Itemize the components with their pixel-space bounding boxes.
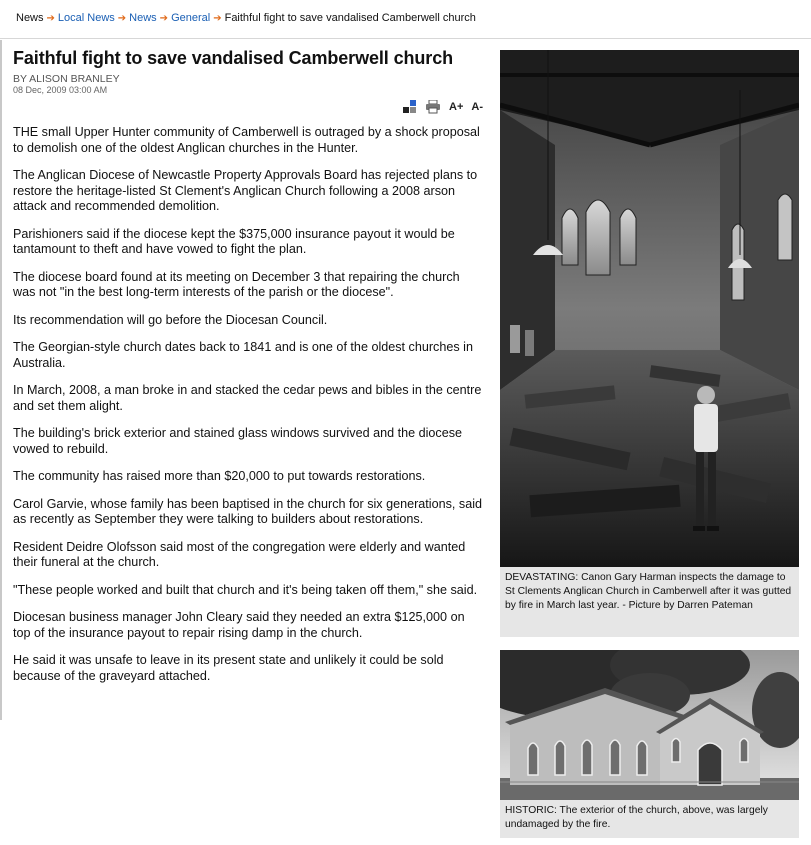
breadcrumb-current: Faithful fight to save vandalised Camberwell church (224, 12, 476, 24)
article-byline: BY ALISON BRANLEY (13, 73, 120, 85)
photo-caption-interior: DEVASTATING: Canon Gary Harman inspects the damage to St Clements Anglican Church in Camberwell after it was gutted by fire in March last year. - Picture by Darren Pateman (505, 572, 792, 611)
photo-exterior (500, 650, 799, 838)
article-paragraph: Resident Deidre Olofsson said most of the congregation were elderly and wanted their funeral at the church. (13, 539, 466, 569)
article-paragraph: In March, 2008, a man broke in and stacked the cedar pews and bibles in the centre and set them alight. (13, 383, 482, 413)
article-paragraph: The building's brick exterior and stained glass windows survived and the diocese vowed to rebuild. (13, 426, 463, 456)
article (13, 48, 483, 683)
article-paragraph: The diocese board found at its meeting on December 3 that repairing the church was not "in the best long-term interests of the parish or the diocese". (13, 269, 460, 299)
breadcrumb-general[interactable]: General (171, 12, 211, 24)
article-paragraph: The Georgian-style church dates back to 1841 and is one of the oldest churches in Australia. (13, 340, 473, 370)
article-paragraph: Carol Garvie, whose family has been baptised in the church for six generations, said as recently as September they were talking to builders about restorations. (13, 496, 483, 526)
share-icon[interactable] (403, 100, 417, 114)
article-paragraph: He said it was unsafe to leave in its present state and unlikely it could be sold because of the graveyard attached. (13, 653, 444, 683)
article-body (13, 125, 483, 696)
article-paragraph: The community has raised more than $20,000 to put towards restorations. (13, 469, 426, 483)
exterior-photo-image (500, 650, 799, 800)
breadcrumb-separator-icon: ➔ (117, 13, 127, 24)
photo-interior (500, 50, 799, 637)
font-decrease-button[interactable]: A- (471, 101, 483, 113)
breadcrumb (16, 12, 476, 24)
print-icon[interactable] (425, 100, 441, 114)
breadcrumb-separator-icon: ➔ (213, 13, 222, 24)
breadcrumb-news-2[interactable]: News (129, 12, 157, 24)
breadcrumb-local-news[interactable]: Local News (57, 12, 115, 24)
left-border (0, 40, 2, 720)
article-paragraph: "These people worked and built that church and it's being taken off them," she said. (13, 582, 478, 597)
breadcrumb-news[interactable]: News (16, 12, 44, 24)
breadcrumb-separator-icon: ➔ (159, 13, 169, 24)
photo-caption-exterior: HISTORIC: The exterior of the church, above, was largely undamaged by the fire. (505, 805, 768, 830)
article-paragraph: THE small Upper Hunter community of Camberwell is outraged by a shock proposal to demolish one of the oldest Anglican churches in the Hunter. (13, 125, 480, 155)
breadcrumb-separator-icon: ➔ (46, 13, 55, 24)
article-date: 08 Dec, 2009 03:00 AM (13, 85, 108, 95)
article-paragraph: The Anglican Diocese of Newcastle Property Approvals Board has rejected plans to restore the heritage-listed St Clement's Anglican Church following a 2008 arson attack and recommended demolition. (13, 168, 478, 213)
article-paragraph: Its recommendation will go before the Diocesan Council. (13, 312, 328, 327)
article-paragraph: Diocesan business manager John Cleary said they needed an extra $125,000 on top of the insurance payout to repair rising damp in the church. (13, 610, 465, 640)
article-paragraph: Parishioners said if the diocese kept the $375,000 insurance payout it would be tantamount to theft and have vowed to fight the plan. (13, 226, 455, 256)
header-divider (0, 38, 811, 39)
article-tools (403, 100, 483, 114)
article-headline: Faithful fight to save vandalised Camberwell church (13, 48, 453, 68)
interior-photo-image (500, 50, 799, 567)
font-increase-button[interactable]: A+ (449, 101, 464, 113)
